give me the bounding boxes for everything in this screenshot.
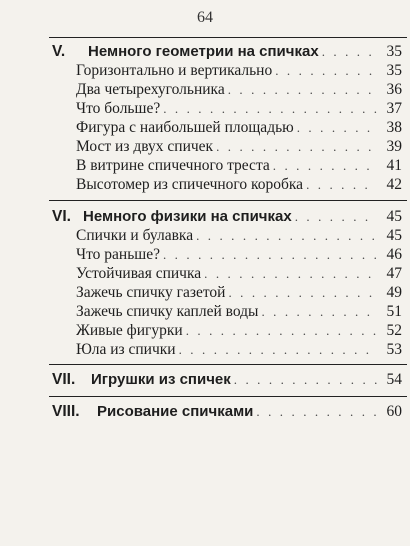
toc-item[interactable] [0, 321, 410, 341]
dot-leader [275, 61, 377, 81]
toc-chapter-6[interactable] [0, 207, 410, 227]
toc-item[interactable] [0, 80, 410, 100]
chapter-page: 35 [386, 43, 402, 60]
item-page: 47 [386, 265, 402, 282]
item-title: Юла из спички [76, 341, 176, 358]
toc-item[interactable] [0, 245, 410, 265]
dot-leader [261, 302, 377, 322]
item-title: Живые фигурки [76, 322, 183, 339]
dot-leader [216, 137, 377, 157]
toc-item[interactable] [0, 340, 410, 360]
dot-leader [234, 370, 377, 390]
chapter-page: 54 [386, 371, 402, 388]
dot-leader [163, 245, 377, 265]
toc-item[interactable] [0, 99, 410, 119]
dot-leader [273, 156, 377, 176]
item-title: Зажечь спичку каплей воды [76, 303, 259, 320]
toc-chapter-7[interactable] [0, 370, 410, 390]
dot-leader [228, 80, 377, 100]
item-page: 52 [386, 322, 402, 339]
chapter-title: Немного геометрии на спичках [88, 43, 319, 60]
chapter-page: 60 [386, 403, 402, 420]
dot-leader [204, 264, 377, 284]
item-page: 51 [386, 303, 402, 320]
chapter-title: Рисование спичками [97, 403, 254, 420]
chapter-title: Немного физики на спичках [83, 208, 292, 225]
item-page: 49 [386, 284, 402, 301]
item-title: Горизонтально и вертикально [76, 62, 273, 79]
item-title: Мост из двух спичек [76, 138, 214, 155]
item-title: Зажечь спичку газетой [76, 284, 226, 301]
item-page: 53 [386, 341, 402, 358]
item-page: 35 [386, 62, 402, 79]
toc-item[interactable] [0, 264, 410, 284]
item-title: Что больше? [76, 100, 161, 117]
toc-item[interactable] [0, 175, 410, 195]
chapter-number: V. [52, 43, 66, 60]
toc-item[interactable] [0, 226, 410, 246]
toc-item[interactable] [0, 118, 410, 138]
item-title: Фигура с наибольшей площадью [76, 119, 294, 136]
item-page: 39 [386, 138, 402, 155]
item-title: В витрине спичечного треста [76, 157, 270, 174]
dot-leader [256, 402, 377, 422]
item-page: 37 [386, 100, 402, 117]
dot-leader [179, 340, 377, 360]
dot-leader [295, 207, 377, 227]
toc-item[interactable] [0, 302, 410, 322]
item-page: 36 [386, 81, 402, 98]
dot-leader [297, 118, 377, 138]
toc-chapter-8[interactable] [0, 402, 410, 422]
chapter-number: VIII. [52, 403, 80, 420]
dot-leader [196, 226, 377, 246]
item-title: Высотомер из спичечного коробка [76, 176, 304, 193]
dot-leader [228, 283, 377, 303]
section-divider [49, 200, 407, 201]
dot-leader [163, 99, 377, 119]
chapter-title: Игрушки из спичек [91, 371, 231, 388]
item-title: Что раньше? [76, 246, 160, 263]
toc-item[interactable] [0, 61, 410, 81]
item-page: 46 [386, 246, 402, 263]
item-title: Спички и булавка [76, 227, 194, 244]
toc-item[interactable] [0, 156, 410, 176]
item-page: 45 [386, 227, 402, 244]
chapter-page: 45 [386, 208, 402, 225]
toc-item[interactable] [0, 283, 410, 303]
dot-leader [186, 321, 377, 341]
dot-leader [306, 175, 377, 195]
chapter-number: VII. [52, 371, 76, 388]
item-title: Устойчивая спичка [76, 265, 202, 282]
chapter-number: VI. [52, 208, 71, 225]
dot-leader [322, 42, 377, 62]
section-divider [49, 396, 407, 397]
item-page: 42 [386, 176, 402, 193]
item-page: 38 [386, 119, 402, 136]
page-number: 64 [197, 9, 213, 26]
section-divider [49, 364, 407, 365]
item-title: Два четырехугольника [76, 81, 225, 98]
item-page: 41 [386, 157, 402, 174]
toc-chapter-5[interactable] [0, 42, 410, 62]
toc-item[interactable] [0, 137, 410, 157]
